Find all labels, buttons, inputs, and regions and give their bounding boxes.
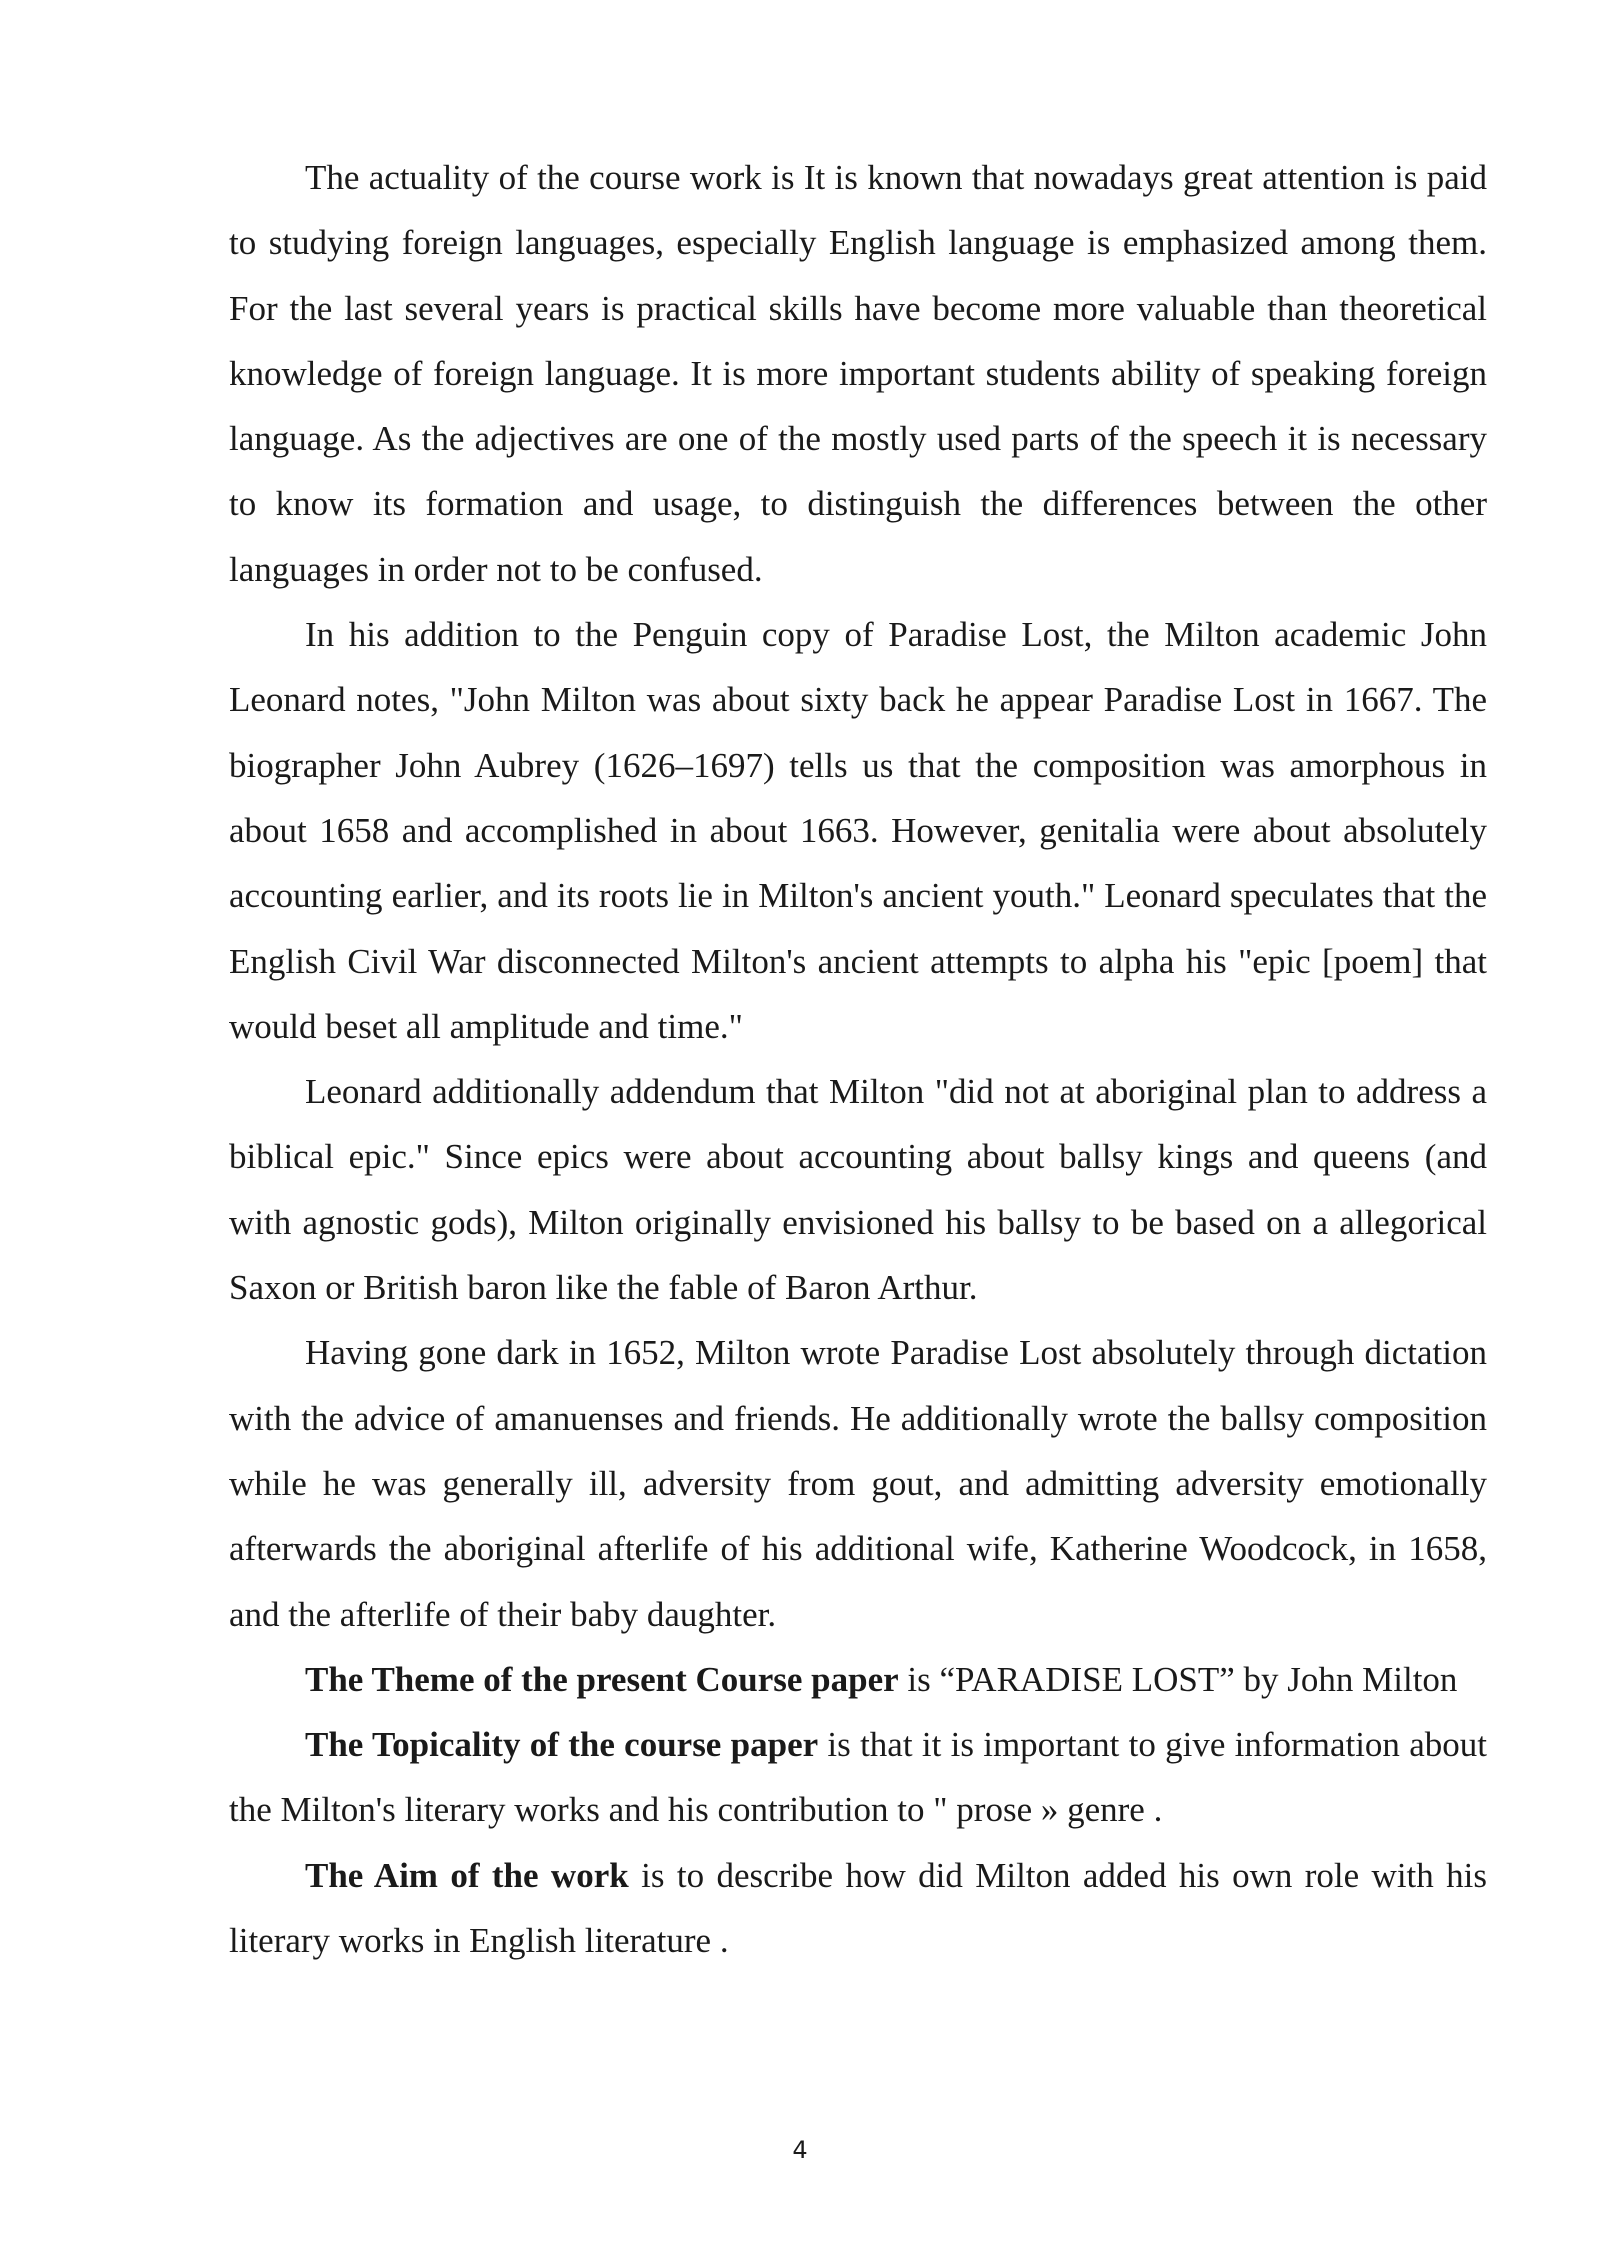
paragraph-theme [229,1647,1487,1712]
paragraph-topicality [229,1712,1487,1843]
theme-text: is “PARADISE LOST” by John Milton [898,1659,1458,1699]
paragraph-aim [229,1843,1487,1974]
paragraph-actuality: The actuality of the course work is It is known that nowadays great attention is paid to studying foreign languages, especially English language is emphasized among them. For the last several years is practical skills have become more valuable than theoretical knowledge of foreign language. It is more important students ability of speaking foreign language. As the adjectives are one of the mostly used parts of the speech it is necessary to know its formation and usage, to distinguish the differences between the other languages in order not to be confused. [229,158,1487,589]
paragraph-leonard-addendum: Leonard additionally addendum that Milton "did not at aboriginal plan to address a biblical epic." Since epics were about accounting about ballsy kings and queens (and with agnostic gods), Milton originally envisioned his ballsy to be based on a allegorical Saxon or British baron like the fable of Baron Arthur. [229,1072,1487,1308]
paragraph-dictation: Having gone dark in 1652, Milton wrote Paradise Lost absolutely through dictation with the advice of amanuenses and friends. He additionally wrote the ballsy composition while he was generally ill, adversity from gout, and admitting adversity emotionally afterwards the aboriginal afterlife of his additional wife, Katherine Woodcock, in 1658, and the afterlife of their baby daughter. [229,1333,1487,1634]
aim-label: The Aim of the work [305,1855,629,1895]
page-body [229,145,1487,1973]
topicality-text: is that it is important to give information about the Milton's literary works and his contribution to " prose » genre . [229,1725,1487,1830]
topicality-label: The Topicality of the course paper [305,1725,819,1765]
theme-label: The Theme of the present Course paper [305,1659,899,1699]
page-number: 4 [792,2136,808,2164]
aim-text: is to describe how did Milton added his own role with his literary works in English literature . [229,1855,1488,1961]
paragraph-leonard-notes: In his addition to the Penguin copy of Paradise Lost, the Milton academic John Leonard notes, "John Milton was about sixty back he appear Paradise Lost in 1667. The biographer John Aubrey (1626–1697) tells us that the composition was amorphous in about 1658 and accomplished in about 1663. However, genitalia were about absolutely accounting earlier, and its roots lie in Milton's ancient youth." Leonard speculates that the English Civil War disconnected Milton's ancient attempts to alpha his "epic [poem] that would beset all amplitude and time." [229,615,1487,1046]
